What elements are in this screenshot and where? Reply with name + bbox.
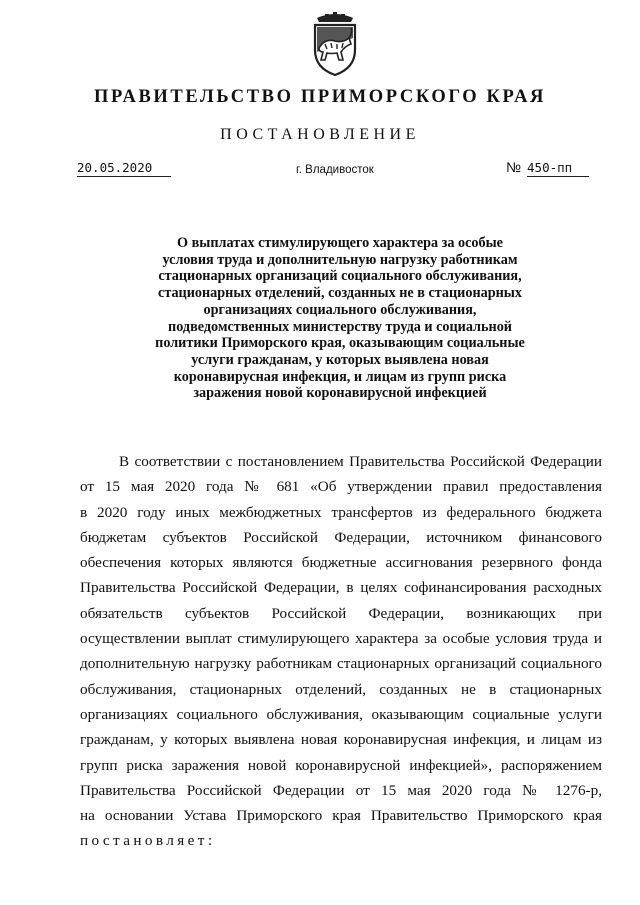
title-line: стационарных организаций социального обслуживания, — [158, 268, 522, 285]
body-line: от 15 мая 2020 года № 681 «Об утверждении правил предоставления — [80, 478, 602, 496]
body-line: гражданам, у которых выявлена новая коронавирусная инфекция, и лицам из — [80, 731, 602, 749]
decree-number: 450-пп — [527, 160, 589, 177]
title-line: подведомственных министерству труда и социальной — [168, 318, 512, 335]
body-line: на основании Устава Приморского края Правительство Приморского края — [80, 807, 602, 825]
title-line: организациях социального обслуживания, — [203, 301, 477, 318]
decree-date: 20.05.2020 — [77, 160, 171, 177]
title-line: стационарных отделений, созданных не в стационарных — [158, 285, 522, 302]
body-line: обеспечения которых являются бюджетные ассигнования резервного фонда — [80, 554, 602, 572]
body-line: осуществлении выплат стимулирующего характера за особые условия труда и — [80, 630, 602, 648]
title-line: О выплатах стимулирующего характера за особые — [177, 235, 503, 251]
government-name: ПРАВИТЕЛЬСТВО ПРИМОРСКОГО КРАЯ — [93, 87, 546, 107]
body-line: обслуживания, стационарных отделений, созданных не в стационарных — [80, 680, 602, 698]
decree-body — [80, 449, 602, 854]
title-line: политики Приморского края, оказывающим социальные — [155, 335, 525, 352]
body-line: организациях социального обслуживания, оказывающим социальные услуги — [80, 705, 602, 723]
decree-title — [130, 235, 550, 402]
body-line: Правительства Российской Федерации от 15 мая 2020 года № 1276-р, — [80, 781, 602, 799]
coat-of-arms-icon — [305, 8, 365, 78]
body-line: обязательств субъектов Российской Федерации, возникающих при — [80, 604, 602, 622]
decree-number-field — [506, 159, 589, 177]
body-line: дополнительную нагрузку работникам стационарных организаций социального — [80, 655, 602, 673]
body-line: Правительства Российской Федерации, в целях софинансирования расходных — [80, 579, 602, 597]
body-line: бюджетам субъектов Российской Федерации, источником финансового — [80, 528, 602, 546]
title-line: услуги гражданам, у которых выявлена новая — [191, 351, 489, 368]
body-line: в 2020 году иных межбюджетных трансфертов из федерального бюджета — [80, 503, 602, 521]
body-line: групп риска заражения новой коронавирусной инфекцией», распоряжением — [80, 756, 602, 774]
issue-city: г. Владивосток — [296, 164, 374, 176]
document-type: ПОСТАНОВЛЕНИЕ — [220, 126, 420, 143]
number-sign: № — [506, 159, 522, 175]
title-line: условия труда и дополнительную нагрузку работникам — [162, 251, 518, 268]
body-line-resolves: постановляет: — [80, 832, 216, 850]
title-line: коронавирусная инфекция, и лицам из групп риска — [173, 368, 507, 385]
title-line: заражения новой коронавирусной инфекцией — [193, 385, 487, 402]
body-line: В соответствии с постановлением Правительства Российской Федерации — [119, 453, 602, 470]
